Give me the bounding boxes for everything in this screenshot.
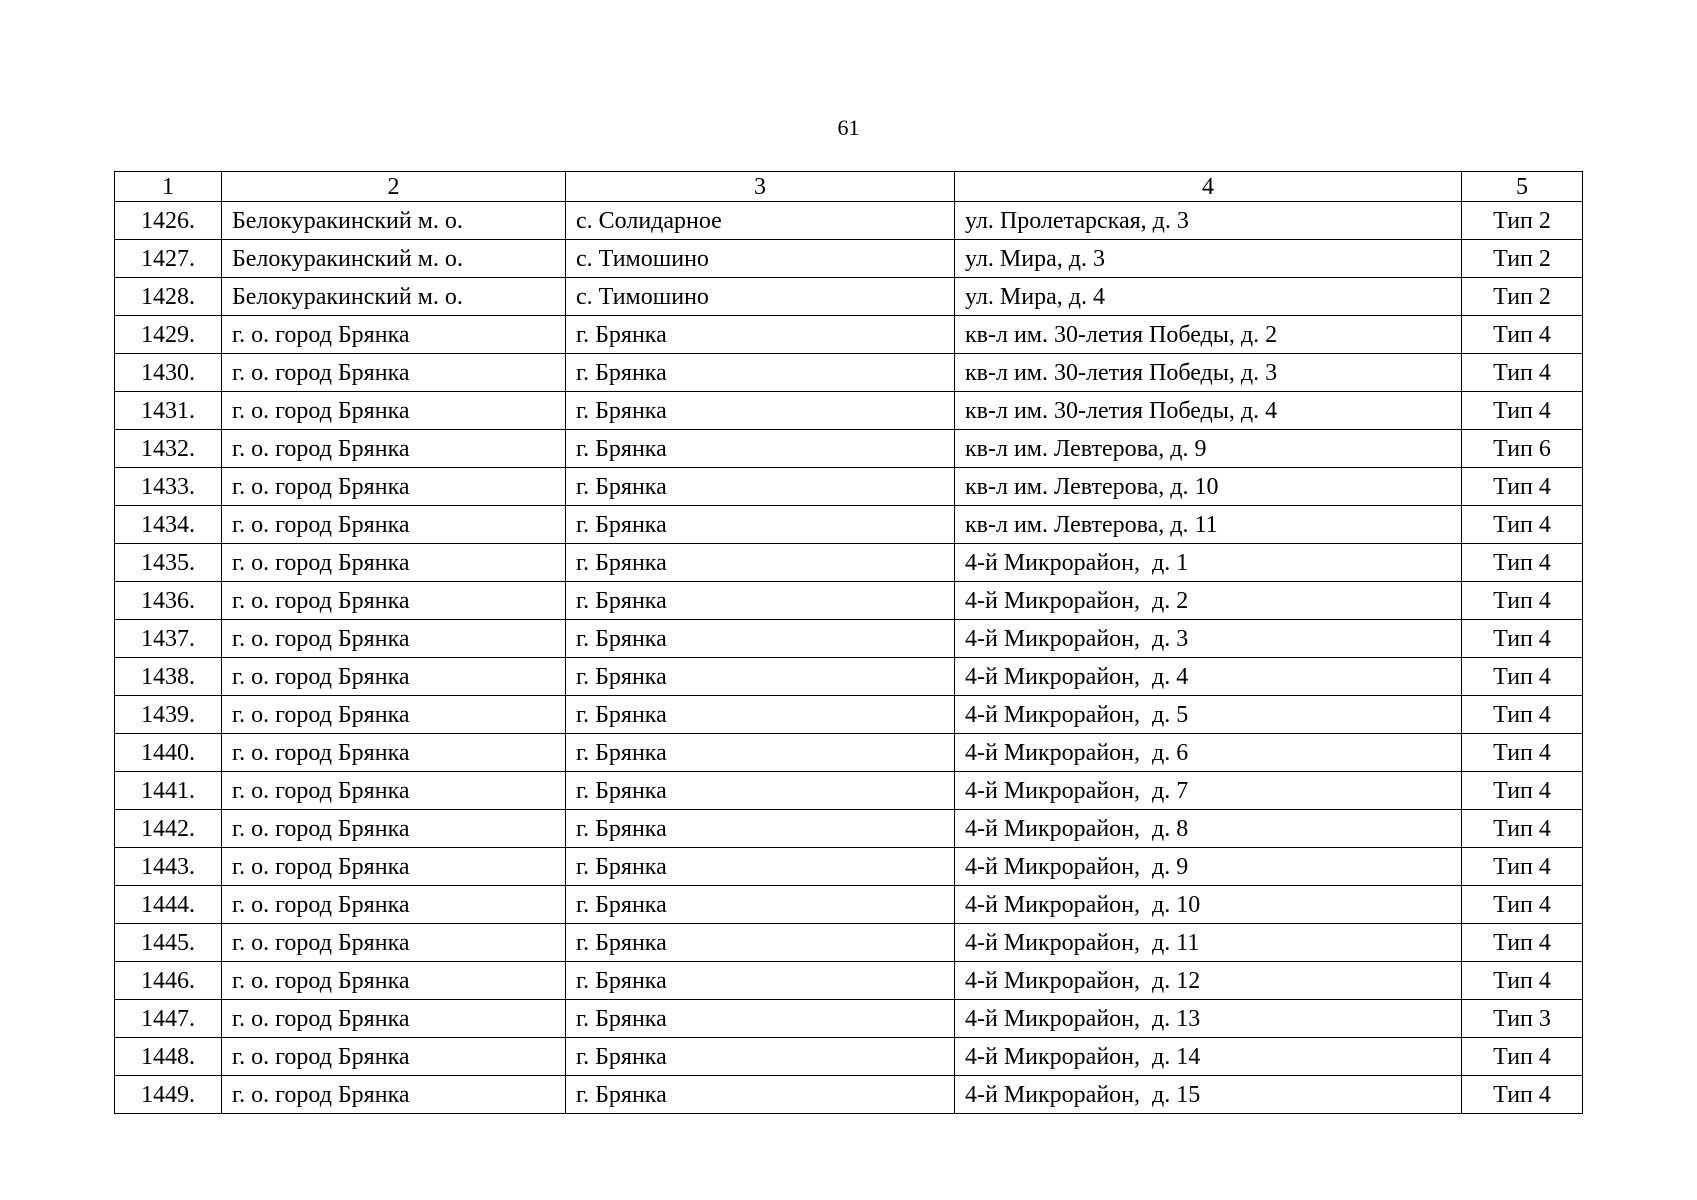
settlement-cell: г. Брянка [566, 886, 955, 924]
table-row [115, 278, 1583, 316]
type-cell: Тип 4 [1462, 658, 1583, 696]
column-header: 4 [955, 172, 1462, 202]
district-cell: г. о. город Брянка [222, 1076, 566, 1114]
district-cell: Белокуракинский м. о. [222, 202, 566, 240]
address-cell: 4-й Микрорайон, д. 10 [955, 886, 1462, 924]
district-cell: г. о. город Брянка [222, 1038, 566, 1076]
address-cell: кв-л им. 30-летия Победы, д. 2 [955, 316, 1462, 354]
table-row [115, 506, 1583, 544]
settlement-cell: г. Брянка [566, 468, 955, 506]
district-cell: г. о. город Брянка [222, 810, 566, 848]
row-number-cell: 1443. [115, 848, 222, 886]
address-cell: кв-л им. Левтерова, д. 9 [955, 430, 1462, 468]
address-cell: ул. Пролетарская, д. 3 [955, 202, 1462, 240]
row-number-cell: 1433. [115, 468, 222, 506]
settlement-cell: г. Брянка [566, 696, 955, 734]
address-cell: 4-й Микрорайон, д. 6 [955, 734, 1462, 772]
settlement-cell: г. Брянка [566, 810, 955, 848]
type-cell: Тип 4 [1462, 582, 1583, 620]
row-number-cell: 1437. [115, 620, 222, 658]
settlement-cell: г. Брянка [566, 316, 955, 354]
district-cell: г. о. город Брянка [222, 734, 566, 772]
row-number-cell: 1431. [115, 392, 222, 430]
address-cell: ул. Мира, д. 4 [955, 278, 1462, 316]
district-cell: г. о. город Брянка [222, 962, 566, 1000]
table-row [115, 810, 1583, 848]
settlement-cell: г. Брянка [566, 772, 955, 810]
settlement-cell: г. Брянка [566, 1000, 955, 1038]
type-cell: Тип 4 [1462, 544, 1583, 582]
row-number-cell: 1442. [115, 810, 222, 848]
type-cell: Тип 4 [1462, 734, 1583, 772]
table-row [115, 1000, 1583, 1038]
district-cell: г. о. город Брянка [222, 430, 566, 468]
address-cell: 4-й Микрорайон, д. 3 [955, 620, 1462, 658]
settlement-cell: с. Тимошино [566, 278, 955, 316]
row-number-cell: 1446. [115, 962, 222, 1000]
column-header: 3 [566, 172, 955, 202]
address-cell: 4-й Микрорайон, д. 8 [955, 810, 1462, 848]
district-cell: Белокуракинский м. о. [222, 278, 566, 316]
table-row [115, 316, 1583, 354]
table-row [115, 962, 1583, 1000]
settlement-cell: г. Брянка [566, 1038, 955, 1076]
row-number-cell: 1439. [115, 696, 222, 734]
row-number-cell: 1440. [115, 734, 222, 772]
data-table [114, 171, 1583, 1114]
row-number-cell: 1428. [115, 278, 222, 316]
district-cell: г. о. город Брянка [222, 658, 566, 696]
address-cell: 4-й Микрорайон, д. 9 [955, 848, 1462, 886]
settlement-cell: с. Солидарное [566, 202, 955, 240]
table-row [115, 848, 1583, 886]
type-cell: Тип 4 [1462, 392, 1583, 430]
settlement-cell: г. Брянка [566, 734, 955, 772]
address-cell: 4-й Микрорайон, д. 7 [955, 772, 1462, 810]
settlement-cell: г. Брянка [566, 848, 955, 886]
table-row [115, 1076, 1583, 1114]
table-row [115, 772, 1583, 810]
table-row [115, 354, 1583, 392]
type-cell: Тип 6 [1462, 430, 1583, 468]
table-row [115, 1038, 1583, 1076]
district-cell: г. о. город Брянка [222, 886, 566, 924]
district-cell: г. о. город Брянка [222, 392, 566, 430]
table-row [115, 734, 1583, 772]
row-number-cell: 1445. [115, 924, 222, 962]
district-cell: г. о. город Брянка [222, 924, 566, 962]
address-cell: 4-й Микрорайон, д. 11 [955, 924, 1462, 962]
type-cell: Тип 2 [1462, 202, 1583, 240]
type-cell: Тип 4 [1462, 316, 1583, 354]
row-number-cell: 1447. [115, 1000, 222, 1038]
district-cell: г. о. город Брянка [222, 582, 566, 620]
address-cell: 4-й Микрорайон, д. 1 [955, 544, 1462, 582]
table-body [115, 202, 1583, 1114]
table-row [115, 202, 1583, 240]
settlement-cell: г. Брянка [566, 506, 955, 544]
district-cell: г. о. город Брянка [222, 354, 566, 392]
row-number-cell: 1432. [115, 430, 222, 468]
row-number-cell: 1435. [115, 544, 222, 582]
district-cell: г. о. город Брянка [222, 316, 566, 354]
type-cell: Тип 4 [1462, 962, 1583, 1000]
address-cell: ул. Мира, д. 3 [955, 240, 1462, 278]
district-cell: г. о. город Брянка [222, 506, 566, 544]
settlement-cell: г. Брянка [566, 658, 955, 696]
table-row [115, 430, 1583, 468]
type-cell: Тип 4 [1462, 924, 1583, 962]
settlement-cell: г. Брянка [566, 924, 955, 962]
type-cell: Тип 4 [1462, 1038, 1583, 1076]
type-cell: Тип 4 [1462, 696, 1583, 734]
page-number: 61 [837, 115, 860, 140]
type-cell: Тип 4 [1462, 468, 1583, 506]
table-row [115, 924, 1583, 962]
row-number-cell: 1430. [115, 354, 222, 392]
type-cell: Тип 2 [1462, 240, 1583, 278]
district-cell: Белокуракинский м. о. [222, 240, 566, 278]
settlement-cell: г. Брянка [566, 582, 955, 620]
settlement-cell: г. Брянка [566, 1076, 955, 1114]
settlement-cell: г. Брянка [566, 620, 955, 658]
row-number-cell: 1448. [115, 1038, 222, 1076]
district-cell: г. о. город Брянка [222, 848, 566, 886]
row-number-cell: 1434. [115, 506, 222, 544]
column-header: 5 [1462, 172, 1583, 202]
district-cell: г. о. город Брянка [222, 620, 566, 658]
address-cell: кв-л им. Левтерова, д. 11 [955, 506, 1462, 544]
table-row [115, 468, 1583, 506]
type-cell: Тип 4 [1462, 810, 1583, 848]
row-number-cell: 1436. [115, 582, 222, 620]
district-cell: г. о. город Брянка [222, 1000, 566, 1038]
address-cell: 4-й Микрорайон, д. 4 [955, 658, 1462, 696]
district-cell: г. о. город Брянка [222, 772, 566, 810]
type-cell: Тип 4 [1462, 848, 1583, 886]
row-number-cell: 1444. [115, 886, 222, 924]
address-cell: 4-й Микрорайон, д. 5 [955, 696, 1462, 734]
table-row [115, 886, 1583, 924]
type-cell: Тип 4 [1462, 1076, 1583, 1114]
table-row [115, 240, 1583, 278]
settlement-cell: г. Брянка [566, 430, 955, 468]
column-header: 2 [222, 172, 566, 202]
table-row [115, 696, 1583, 734]
table-row [115, 582, 1583, 620]
type-cell: Тип 2 [1462, 278, 1583, 316]
settlement-cell: г. Брянка [566, 544, 955, 582]
type-cell: Тип 4 [1462, 354, 1583, 392]
row-number-cell: 1429. [115, 316, 222, 354]
district-cell: г. о. город Брянка [222, 544, 566, 582]
table-row [115, 620, 1583, 658]
type-cell: Тип 4 [1462, 620, 1583, 658]
type-cell: Тип 4 [1462, 506, 1583, 544]
table-row [115, 544, 1583, 582]
settlement-cell: г. Брянка [566, 962, 955, 1000]
settlement-cell: г. Брянка [566, 392, 955, 430]
address-cell: 4-й Микрорайон, д. 12 [955, 962, 1462, 1000]
settlement-cell: с. Тимошино [566, 240, 955, 278]
table-row [115, 658, 1583, 696]
row-number-cell: 1426. [115, 202, 222, 240]
table-row [115, 392, 1583, 430]
district-cell: г. о. город Брянка [222, 468, 566, 506]
type-cell: Тип 4 [1462, 886, 1583, 924]
address-cell: 4-й Микрорайон, д. 15 [955, 1076, 1462, 1114]
row-number-cell: 1438. [115, 658, 222, 696]
type-cell: Тип 3 [1462, 1000, 1583, 1038]
address-cell: 4-й Микрорайон, д. 2 [955, 582, 1462, 620]
address-cell: кв-л им. 30-летия Победы, д. 4 [955, 392, 1462, 430]
address-cell: кв-л им. Левтерова, д. 10 [955, 468, 1462, 506]
column-header: 1 [115, 172, 222, 202]
table-header-row [115, 172, 1583, 202]
district-cell: г. о. город Брянка [222, 696, 566, 734]
address-cell: 4-й Микрорайон, д. 13 [955, 1000, 1462, 1038]
row-number-cell: 1441. [115, 772, 222, 810]
settlement-cell: г. Брянка [566, 354, 955, 392]
type-cell: Тип 4 [1462, 772, 1583, 810]
address-cell: 4-й Микрорайон, д. 14 [955, 1038, 1462, 1076]
row-number-cell: 1449. [115, 1076, 222, 1114]
address-cell: кв-л им. 30-летия Победы, д. 3 [955, 354, 1462, 392]
row-number-cell: 1427. [115, 240, 222, 278]
